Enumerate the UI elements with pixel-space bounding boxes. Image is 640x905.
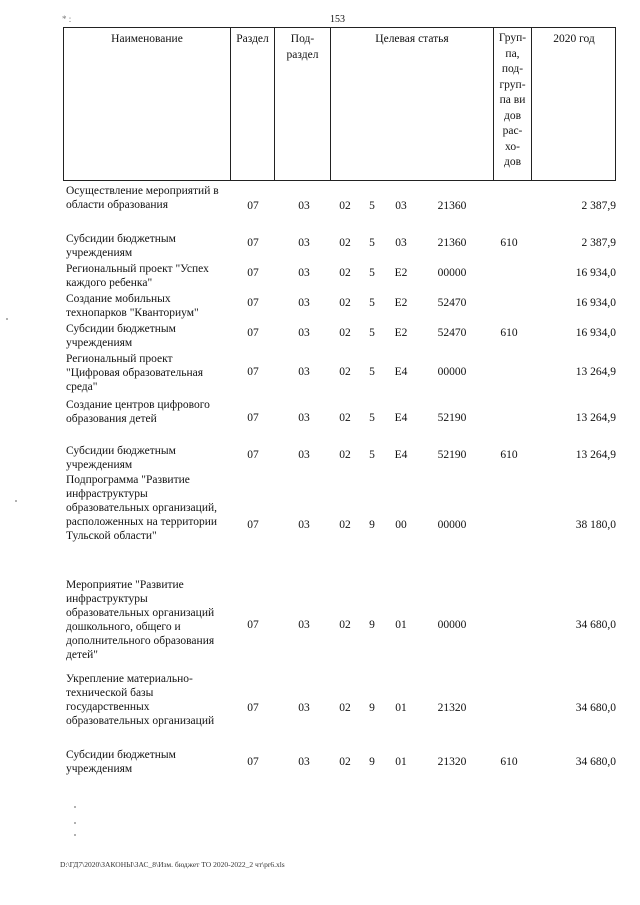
row-t1: 02: [339, 200, 351, 212]
row-name: Мероприятие "Развитие инфраструктуры образовательных организаций дошкольного, общего и дополнительного образования детей": [66, 579, 215, 661]
row-section: 07: [247, 366, 259, 378]
row-amount: 38 180,0: [575, 519, 616, 531]
row-t3: 03: [395, 200, 407, 212]
row-amount: 16 934,0: [575, 267, 616, 279]
row-t1: 02: [339, 366, 351, 378]
row-section: 07: [247, 519, 259, 531]
row-amount: 13 264,9: [575, 412, 616, 424]
row-t1: 02: [339, 756, 351, 768]
row-t2: 9: [369, 756, 375, 768]
row-t4: 21360: [437, 237, 467, 249]
header-section: Раздел: [236, 33, 269, 45]
row-t3: 00: [395, 519, 407, 531]
row-name: Создание мобильных технопарков "Кванториум": [66, 293, 199, 319]
row-section: 07: [247, 237, 259, 249]
row-section: 07: [247, 412, 259, 424]
row-t4: 00000: [437, 366, 467, 378]
row-t4: 52470: [437, 297, 467, 309]
row-t3: E2: [394, 297, 408, 309]
row-amount: 16 934,0: [575, 297, 616, 309]
row-t4: 00000: [437, 267, 467, 279]
row-t2: 5: [369, 449, 375, 461]
row-name: Подпрограмма "Развитие инфраструктуры образовательных организаций, расположенных на территории Тульской области": [66, 474, 218, 542]
row-t1: 02: [339, 327, 351, 339]
row-amount: 2 387,9: [581, 200, 616, 212]
row-subsection: 03: [298, 237, 310, 249]
row-t1: 02: [339, 702, 351, 714]
row-subsection: 03: [298, 366, 310, 378]
header-name: Наименование: [111, 33, 183, 45]
row-subsection: 03: [298, 297, 310, 309]
row-t3: 01: [395, 756, 407, 768]
row-subsection: 03: [298, 756, 310, 768]
row-name: Осуществление мероприятий в области образования: [66, 185, 219, 211]
row-t2: 5: [369, 237, 375, 249]
row-subsection: 03: [298, 619, 310, 631]
row-name: Укрепление материально-технической базы государственных образовательных организаций: [66, 673, 215, 727]
row-group: 610: [500, 237, 518, 249]
row-group: 610: [500, 756, 518, 768]
row-section: 07: [247, 756, 259, 768]
row-name: Субсидии бюджетным учреждениям: [66, 749, 176, 775]
row-t4: 21320: [437, 756, 467, 768]
row-t4: 21320: [437, 702, 467, 714]
row-section: 07: [247, 702, 259, 714]
row-t3: E4: [394, 366, 408, 378]
row-t2: 5: [369, 366, 375, 378]
row-t4: 52190: [437, 449, 467, 461]
row-t1: 02: [339, 267, 351, 279]
row-subsection: 03: [298, 702, 310, 714]
row-name: Создание центров цифрового образования детей: [66, 399, 210, 425]
row-section: 07: [247, 200, 259, 212]
row-t2: 5: [369, 200, 375, 212]
row-subsection: 03: [298, 449, 310, 461]
row-t2: 5: [369, 297, 375, 309]
row-t1: 02: [339, 412, 351, 424]
row-t1: 02: [339, 237, 351, 249]
row-group: 610: [500, 449, 518, 461]
row-t4: 52190: [437, 412, 467, 424]
row-section: 07: [247, 449, 259, 461]
row-t1: 02: [339, 297, 351, 309]
row-t1: 02: [339, 619, 351, 631]
header-subsection: Под- раздел: [286, 33, 319, 61]
row-section: 07: [247, 297, 259, 309]
row-t3: E2: [394, 267, 408, 279]
row-t2: 5: [369, 327, 375, 339]
corner-mark: * :: [62, 14, 72, 24]
row-subsection: 03: [298, 412, 310, 424]
row-t3: E4: [394, 449, 408, 461]
row-t2: 5: [369, 412, 375, 424]
row-subsection: 03: [298, 267, 310, 279]
row-amount: 34 680,0: [575, 756, 616, 768]
row-section: 07: [247, 619, 259, 631]
row-t1: 02: [339, 449, 351, 461]
row-amount: 34 680,0: [575, 702, 616, 714]
row-name: Субсидии бюджетным учреждениям: [66, 323, 176, 349]
row-group: 610: [500, 327, 518, 339]
header-year: 2020 год: [553, 33, 595, 45]
header-target: Целевая статья: [375, 33, 449, 45]
row-name: Региональный проект "Успех каждого ребенка": [66, 263, 209, 289]
header-group: Груп- па, под- груп- па ви дов рас- хо- дов: [498, 32, 527, 168]
row-name: Региональный проект "Цифровая образовательная среда": [66, 353, 204, 393]
row-amount: 2 387,9: [581, 237, 616, 249]
row-t2: 9: [369, 702, 375, 714]
row-amount: 13 264,9: [575, 366, 616, 378]
row-amount: 13 264,9: [575, 449, 616, 461]
row-t2: 9: [369, 519, 375, 531]
row-section: 07: [247, 327, 259, 339]
row-t4: 00000: [437, 619, 467, 631]
row-t1: 02: [339, 519, 351, 531]
row-amount: 34 680,0: [575, 619, 616, 631]
row-t3: 03: [395, 237, 407, 249]
row-t2: 5: [369, 267, 375, 279]
row-subsection: 03: [298, 519, 310, 531]
row-t3: E4: [394, 412, 408, 424]
row-amount: 16 934,0: [575, 327, 616, 339]
row-t3: 01: [395, 702, 407, 714]
row-t3: E2: [394, 327, 408, 339]
row-t2: 9: [369, 619, 375, 631]
row-t4: 21360: [437, 200, 467, 212]
file-path: D:\ГД7\2020\ЗАКОНЫ\ЗАС_8\Изм. бюджет ТО 2020-2022_2 чт\pr6.xls: [60, 860, 285, 869]
row-name: Субсидии бюджетным учреждениям: [66, 445, 176, 471]
row-section: 07: [247, 267, 259, 279]
row-t3: 01: [395, 619, 407, 631]
table-header: [63, 27, 616, 181]
row-subsection: 03: [298, 327, 310, 339]
row-t4: 00000: [437, 519, 467, 531]
row-name: Субсидии бюджетным учреждениям: [66, 233, 176, 259]
row-subsection: 03: [298, 200, 310, 212]
page-number: 153: [330, 14, 345, 25]
row-t4: 52470: [437, 327, 467, 339]
